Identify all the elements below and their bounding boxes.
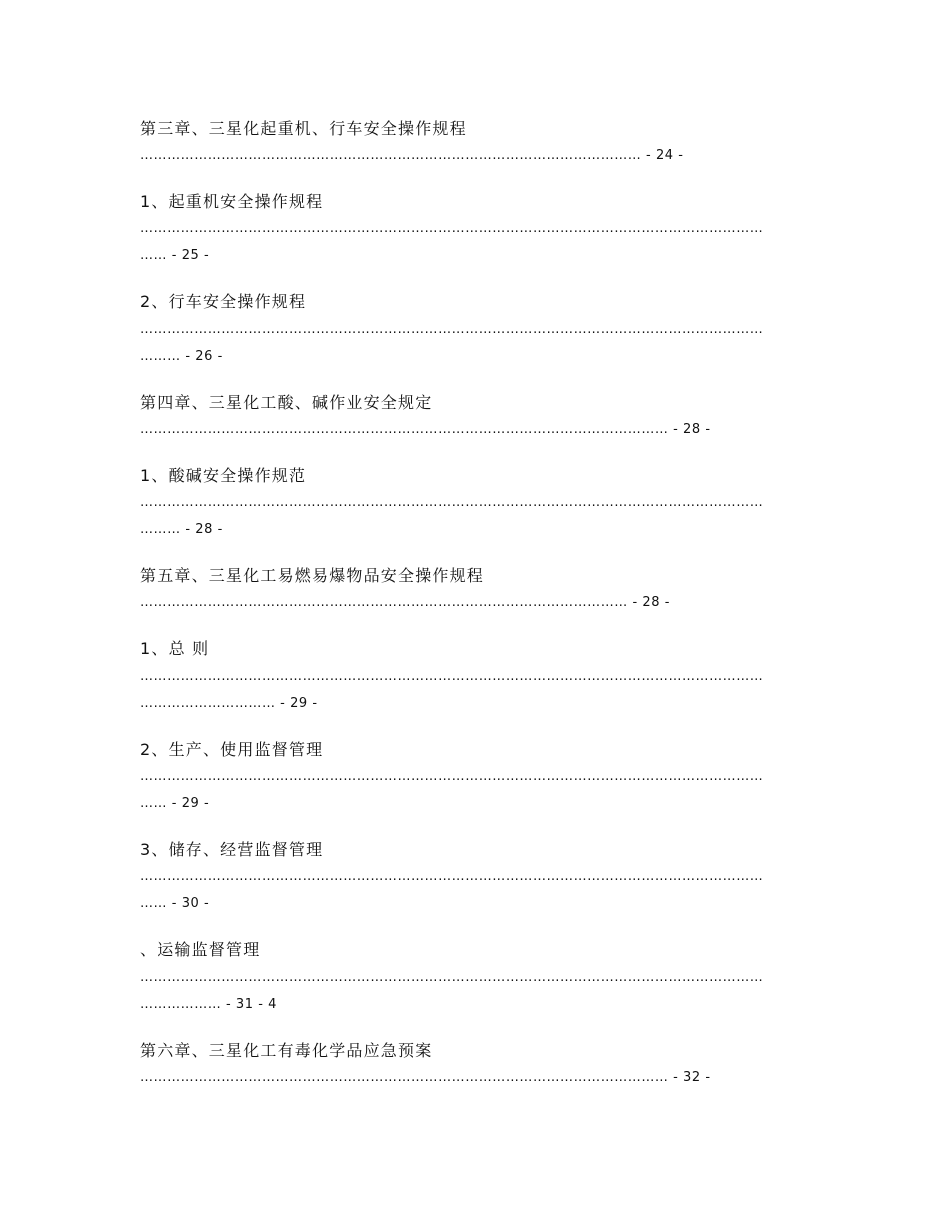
toc-leader-production-1: ………………………………………………………………………………………………………………………… [140, 769, 764, 784]
toc-title-general: 1、总 则 [140, 639, 210, 658]
toc-leader-crane-1: ………………………………………………………………………………………………………………………… [140, 221, 764, 236]
toc-leader-chapter-6: ……………………………………………………………………………………………………… - 32 - [140, 1070, 711, 1085]
toc-leader-overhead-crane-2: ……… - 26 - [140, 349, 223, 364]
toc-leader-chapter-3: ………………………………………………………………………………………………… - 24 - [140, 148, 684, 163]
toc-title-chapter-4: 第四章、三星化工酸、碱作业安全规定 [140, 393, 433, 412]
toc-title-production: 2、生产、使用监督管理 [140, 740, 324, 759]
toc-leader-transport-1: ………………………………………………………………………………………………………………………… [140, 970, 764, 985]
toc-leader-storage-1: ………………………………………………………………………………………………………………………… [140, 869, 764, 884]
toc-leader-overhead-crane-1: ………………………………………………………………………………………………………………………… [140, 322, 764, 337]
toc-title-chapter-6: 第六章、三星化工有毒化学品应急预案 [140, 1041, 433, 1060]
toc-title-transport: 、运输监督管理 [140, 940, 261, 959]
toc-leader-transport-2: ……………… - 31 - 4 [140, 997, 277, 1012]
toc-title-chapter-5: 第五章、三星化工易燃易爆物品安全操作规程 [140, 566, 485, 585]
toc-leader-general-1: ………………………………………………………………………………………………………………………… [140, 669, 764, 684]
toc-leader-chapter-4: ……………………………………………………………………………………………………… - 28 - [140, 422, 711, 437]
toc-title-crane: 1、起重机安全操作规程 [140, 192, 324, 211]
toc-leader-chapter-5: ……………………………………………………………………………………………… - 28 - [140, 595, 670, 610]
toc-leader-acid-base-2: ……… - 28 - [140, 522, 223, 537]
toc-title-storage: 3、储存、经营监督管理 [140, 840, 324, 859]
toc-leader-general-2: ………………………… - 29 - [140, 696, 318, 711]
toc-title-overhead-crane: 2、行车安全操作规程 [140, 292, 307, 311]
toc-leader-acid-base-1: ………………………………………………………………………………………………………………………… [140, 495, 764, 510]
toc-title-chapter-3: 第三章、三星化起重机、行车安全操作规程 [140, 119, 467, 138]
toc-title-acid-base: 1、酸碱安全操作规范 [140, 466, 307, 485]
toc-leader-storage-2: …… - 30 - [140, 896, 210, 911]
toc-leader-crane-2: …… - 25 - [140, 248, 210, 263]
toc-leader-production-2: …… - 29 - [140, 796, 210, 811]
